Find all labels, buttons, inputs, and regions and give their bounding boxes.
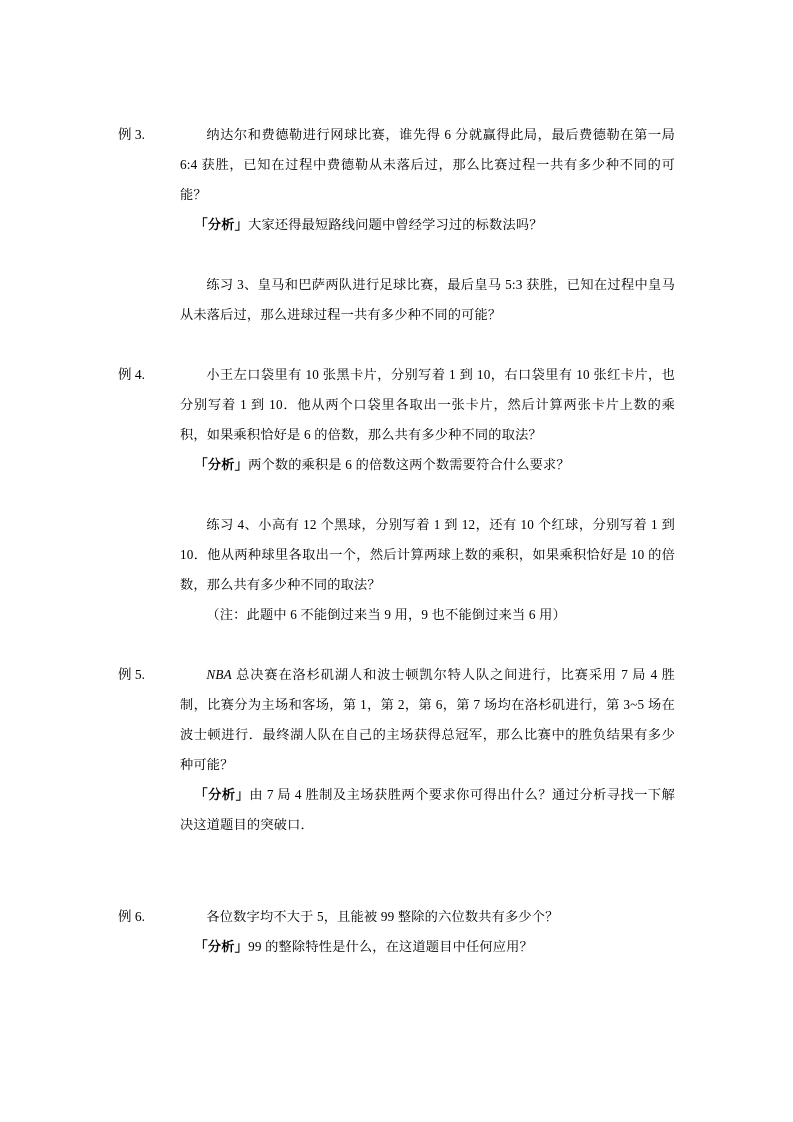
example-text-5-rest: 总决赛在洛杉矶湖人和波士顿凯尔特人队之间进行，比赛采用 7 局 4 胜制，比赛分为主场和客场，第 1，第 2，第 6，第 7 场均在洛杉矶进行，第 3~5 场在波士顿进行．最终湖人队在自己的主场获得总冠军，那么比赛中的胜负结果有多少种可能？ [180, 667, 675, 772]
example-text-5 [180, 660, 675, 780]
example-text-5-prefix: NBA [206, 667, 232, 682]
example-block-5 [118, 660, 675, 840]
analysis-tag-6: 「分析」 [194, 939, 249, 954]
spacer [118, 330, 675, 360]
example-block-4 [118, 360, 675, 630]
example-text-3: 纳达尔和费德勒进行网球比赛，谁先得 6 分就赢得此局，最后费德勒在第一局 6:4 获胜，已知在过程中费德勒从未落后过，那么比赛过程一共有多少种不同的可能？ [180, 127, 675, 202]
analysis-text-6: 99 的整除特性是什么，在这道题目中任何应用？ [248, 939, 533, 954]
spacer [180, 480, 675, 510]
analysis-text-3: 大家还得最短路线问题中曾经学习过的标数法吗？ [248, 217, 543, 232]
example-analysis-3 [180, 210, 675, 240]
example-text-4: 小王左口袋里有 10 张黑卡片，分别写着 1 到 10，右口袋里有 10 张红卡片，也分别写着 1 到 10．他从两个口袋里各取出一张卡片，然后计算两张卡片上数的乘积，如果乘积恰好是 6 的倍数，那么共有多少种不同的取法？ [180, 367, 675, 442]
example-analysis-6 [180, 932, 675, 962]
practice-text-4: 练习 4、小高有 12 个黑球，分别写着 1 到 12，还有 10 个红球，分别写着 1 到 10．他从两种球里各取出一个，然后计算两球上数的乘积，如果乘积恰好是 10 的倍数，那么共有多少种不同的取法？ [180, 517, 675, 592]
spacer [180, 240, 675, 270]
example-text-6: 各位数字均不大于 5，且能被 99 整除的六位数共有多少个？ [206, 909, 559, 924]
example-label-5: 例 5. [118, 667, 145, 682]
analysis-text-4: 两个数的乘积是 6 的倍数这两个数需要符合什么要求？ [248, 457, 570, 472]
example-body-5 [180, 660, 675, 840]
analysis-tag-3: 「分析」 [194, 217, 249, 232]
example-body-4 [180, 360, 675, 630]
example-label-4: 例 4. [118, 367, 145, 382]
practice-text-3: 练习 3、皇马和巴萨两队进行足球比赛，最后皇马 5:3 获胜，已知在过程中皇马从未落后过，那么进球过程一共有多少种不同的可能？ [180, 277, 675, 322]
example-block-6 [118, 902, 675, 962]
analysis-tag-4: 「分析」 [194, 457, 249, 472]
practice-note-4: （注：此题中 6 不能倒过来当 9 用，9 也不能倒过来当 6 用） [206, 607, 566, 622]
analysis-text-5: 由 7 局 4 胜制及主场获胜两个要求你可得出什么？通过分析寻找一下解决这道题目的突破口． [180, 787, 675, 832]
example-analysis-5 [180, 780, 675, 840]
example-body-6 [180, 902, 675, 962]
spacer [118, 840, 675, 902]
example-label-3: 例 3. [118, 127, 145, 142]
example-label-6: 例 6. [118, 909, 145, 924]
spacer [118, 630, 675, 660]
example-block-3 [118, 120, 675, 330]
example-analysis-4 [180, 450, 675, 480]
example-body-3 [180, 120, 675, 330]
analysis-tag-5: 「分析」 [194, 787, 250, 802]
